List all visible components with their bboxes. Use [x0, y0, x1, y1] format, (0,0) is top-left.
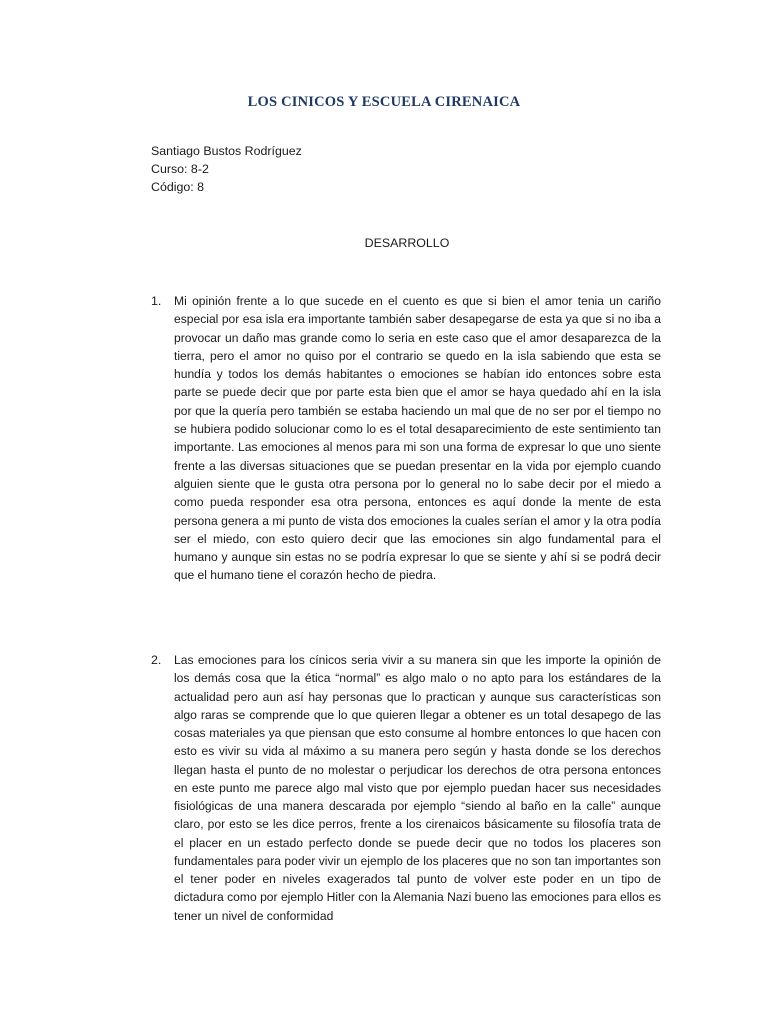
author-name: Santiago Bustos Rodríguez	[151, 144, 302, 158]
document-title: LOS CINICOS Y ESCUELA CIRENAICA	[247, 94, 521, 110]
list-item-text: Las emociones para los cínicos seria vivir a su manera sin que les importe la opinión de los demás cosa que la ética “normal” es algo malo o no apto para los estándares de la actualidad pero aun así hay personas que lo practican y aunque sus características son algo raras se comprende que lo que quieren llegar a obtener es un total desapego de las cosas materiales ya que piensan que esto consume al hombre entonces lo que hacen con esto es vivir su vida al máximo a su manera pero según y hasta donde se los derechos llegan hasta el punto de no molestar o perjudicar los derechos de otra persona entonces en este punto me parece algo mal visto que por ejemplo puedan hacer sus necesidades fisiológicas de una manera descarada por ejemplo “siendo al baño en la calle” aunque claro, por esto se les dice perros, frente a los cirenaicos básicamente su filosofía trata de el placer en un estado perfecto donde se puede decir que no todos los placeres son fundamentales para poder vivir un ejemplo de los placeres que no son tan importantes son el tener poder en niveles exagerados tal punto de volver este poder en un tipo de dictadura como por ejemplo Hitler con la Alemania Nazi bueno las emociones para ellos es tener un nivel de conformidad	[174, 653, 661, 923]
section-heading: DESARROLLO	[364, 236, 450, 250]
list-item-number: 2.	[151, 653, 162, 667]
code-label: Código: 8	[151, 180, 205, 194]
course-label: Curso: 8-2	[151, 162, 209, 176]
list-item-number: 1.	[151, 294, 162, 308]
list-item-text: Mi opinión frente a lo que sucede en el cuento es que si bien el amor tenia un cariño especial por esa isla era importante también saber desapegarse de esta ya que si no iba a provocar un daño mas grande como lo seria en este caso que el amor desaparezca de la tierra, pero el amor no quiso por el contrario se quedo en la isla sabiendo que esta se hundía y todos los demás habitantes o emociones se habían ido entonces sobre esta parte se puede decir que por parte esta bien que el amor se haya quedado ahí en la isla por que la quería pero también se estaba haciendo un mal que de no ser por el tiempo no se hubiera podido solucionar como lo es el total desaparecimiento de este sentimiento tan importante. Las emociones al menos para mi son una forma de expresar lo que uno siente frente a las diversas situaciones que se puedan presentar en la vida por ejemplo cuando alguien siente que le gusta otra persona por lo general no lo sabe decir por el miedo a como pueda responder esa otra persona, entonces es aquí donde la mente de esta persona genera a mi punto de vista dos emociones la cuales serían el amor y la otra podía ser el miedo, con esto quiero decir que las emociones sin algo fundamental para el humano y aunque sin estas no se podría expresar lo que se siente y ahí si se podrá decir que el humano tiene el corazón hecho de piedra.	[174, 294, 661, 583]
author-info	[151, 142, 302, 196]
